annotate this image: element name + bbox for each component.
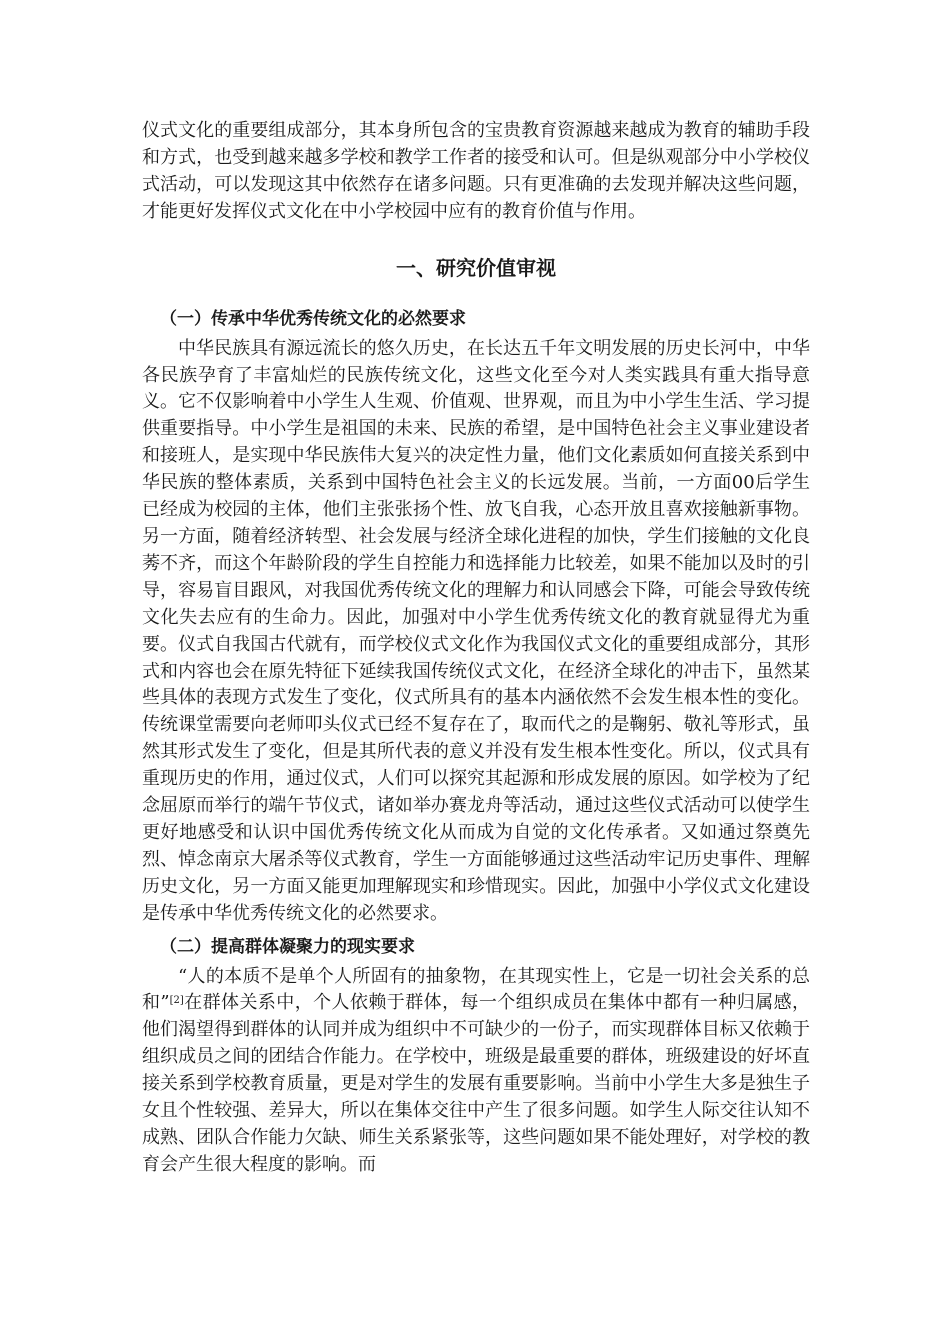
intro-paragraph: 仪式文化的重要组成部分，其本身所包含的宝贵教育资源越来越成为教育的辅助手段和方式，也受到越来越多学校和教学工作者的接受和认可。但是纵观部分中小学校仪式活动，可以发现这其中依然存在诸多问题。只有更准确的去发现并解决这些问题，才能更好发挥仪式文化在中小学校园中应有的教育价值与作用。 xyxy=(142,120,810,222)
subsection-1-paragraph: 中华民族具有源远流长的悠久历史，在长达五千年文明发展的历史长河中，中华各民族孕育了丰富灿烂的民族传统文化，这些文化至今对人类实践具有重大指导意义。它不仅影响着中小学生人生观、价值观、世界观，而且为中小学生生活、学习提供重要指导。中小学生是祖国的未来、民族的希望，是中国特色社会主义事业建设者和接班人，是实现中华民族伟大复兴的决定性力量，他们文化素质如何直接关系到中华民族的整体素质，关系到中国特色社会主义的长远发展。当前，一方面00后学生已经成为校园的主体，他们主张张扬个性、放飞自我，心态开放且喜欢接触新事物。另一方面，随着经济转型、社会发展与经济全球化进程的加快，学生们接触的文化良莠不齐，而这个年龄阶段的学生自控能力和选择能力比较差，如果不能加以及时的引导，容易盲目跟风，对我国优秀传统文化的理解力和认同感会下降，可能会导致传统文化失去应有的生命力。因此，加强对中小学生优秀传统文化的教育就显得尤为重要。仪式自我国古代就有，而学校仪式文化作为我国仪式文化的重要组成部分，其形式和内容也会在原先特征下延续我国传统仪式文化，在经济全球化的冲击下，虽然某些具体的表现方式发生了变化，仪式所具有的基本内涵依然不会发生根本性的变化。传统课堂需要向老师叩头仪式已经不复存在了，取而代之的是鞠躬、敬礼等形式，虽然其形式发生了变化，但是其所代表的意义并没有发生根本性变化。所以，仪式具有重现历史的作用，通过仪式，人们可以探究其起源和形成发展的原因。如学校为了纪念屈原而举行的端午节仪式，诸如举办赛龙舟等活动，通过这些仪式活动可以使学生更好地感受和认识中国优秀传统文化从而成为自觉的文化传承者。又如通过祭奠先烈、悼念南京大屠杀等仪式教育，学生一方面能够通过这些活动牢记历史事件、理解历史文化，另一方面又能更加理解现实和珍惜现实。因此，加强中小学仪式文化建设是传承中华优秀传统文化的必然要求。 xyxy=(142,337,810,924)
subsection-title-2: （二）提高群体凝聚力的现实要求 xyxy=(160,936,415,957)
section-title: 一、研究价值审视 xyxy=(396,255,556,280)
spacer xyxy=(142,288,810,302)
citation-ref: [2] xyxy=(169,995,184,1007)
quote-text: “人的本质不是单个人所固有的抽象物，在其现实性上，它是一切社会关系的总和” xyxy=(142,965,810,1014)
spacer xyxy=(142,226,810,248)
document-page xyxy=(142,118,810,1179)
subsection-2-paragraph xyxy=(142,964,810,1179)
paragraph-text: 在群体关系中，个人依赖于群体，每一个组织成员在集体中都有一种归属感，他们渴望得到群体的认同并成为组织中不可缺少的一份子，而实现群体目标又依赖于组织成员之间的团结合作能力。在学校中，班级是最重要的群体，班级建设的好坏直接关系到学校教育质量，更是对学生的发展有重要影响。当前中小学生大多是独生子女且个性较强、差异大，所以在集体交往中产生了很多问题。如学生人际交往认知不成熟、团队合作能力欠缺、师生关系紧张等，这些问题如果不能处理好，对学校的教育会产生很大程度的影响。而 xyxy=(142,992,811,1175)
subsection-title-1: （一）传承中华优秀传统文化的必然要求 xyxy=(160,308,466,329)
